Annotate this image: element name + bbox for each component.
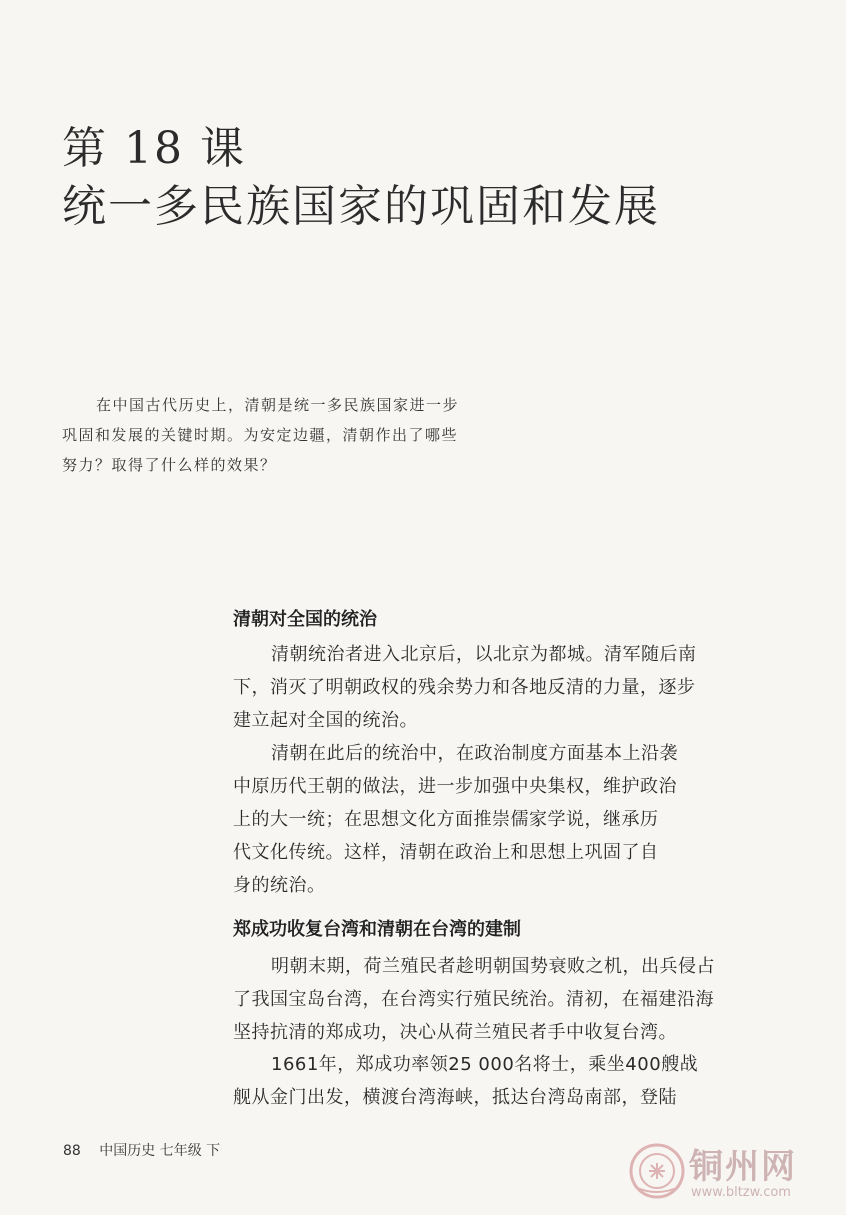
page-footer — [63, 1140, 220, 1160]
body-paragraph — [233, 950, 773, 1049]
watermark-name: 铜州网 — [689, 1147, 797, 1187]
text-line: 1661年，郑成功率领25 000名将士，乘坐400艘战 — [271, 1054, 699, 1075]
text-line: 身的统治。 — [233, 875, 326, 896]
text-line: 明朝末期，荷兰殖民者趁明朝国势衰败之机，出兵侵占 — [271, 956, 715, 977]
section-heading-qing-rule: 清朝对全国的统治 — [233, 609, 377, 630]
text-line: 了我国宝岛台湾，在台湾实行殖民统治。清初，在福建沿海 — [233, 989, 714, 1010]
intro-line: 在中国古代历史上，清朝是统一多民族国家进一步 — [96, 396, 460, 414]
lesson-number: 第 18 课 — [62, 123, 246, 174]
intro-line: 努力？取得了什么样的效果？ — [62, 456, 277, 474]
text-line: 舰从金门出发，横渡台湾海峡，抵达台湾岛南部，登陆 — [233, 1087, 677, 1108]
text-line: 中原历代王朝的做法，进一步加强中央集权，维护政治 — [233, 776, 677, 797]
body-paragraph — [233, 737, 773, 902]
text-line: 建立起对全国的统治。 — [233, 710, 418, 731]
text-line: 坚持抗清的郑成功，决心从荷兰殖民者手中收复台湾。 — [233, 1022, 677, 1043]
intro-paragraph — [62, 390, 502, 480]
book-title: 中国历史 七年级 下 — [99, 1143, 221, 1159]
page-number: 88 — [63, 1143, 81, 1159]
text-line: 清朝在此后的统治中，在政治制度方面基本上沿袭 — [271, 743, 678, 764]
section-heading-taiwan: 郑成功收复台湾和清朝在台湾的建制 — [233, 919, 521, 940]
text-line: 清朝统治者进入北京后，以北京为都城。清军随后南 — [271, 644, 697, 665]
watermark — [627, 1137, 832, 1205]
lesson-title: 统一多民族国家的巩固和发展 — [62, 181, 660, 232]
text-line: 下，消灭了明朝政权的残余势力和各地反清的力量，逐步 — [233, 677, 696, 698]
body-paragraph — [233, 638, 773, 737]
watermark-url: www.bltzw.com — [691, 1185, 791, 1200]
body-paragraph — [233, 1048, 773, 1114]
text-line: 上的大一统；在思想文化方面推崇儒家学说，继承历 — [233, 809, 659, 830]
text-line: 代文化传统。这样，清朝在政治上和思想上巩固了自 — [233, 842, 659, 863]
site-logo-icon — [627, 1141, 687, 1201]
intro-line: 巩固和发展的关键时期。为安定边疆，清朝作出了哪些 — [62, 426, 459, 444]
